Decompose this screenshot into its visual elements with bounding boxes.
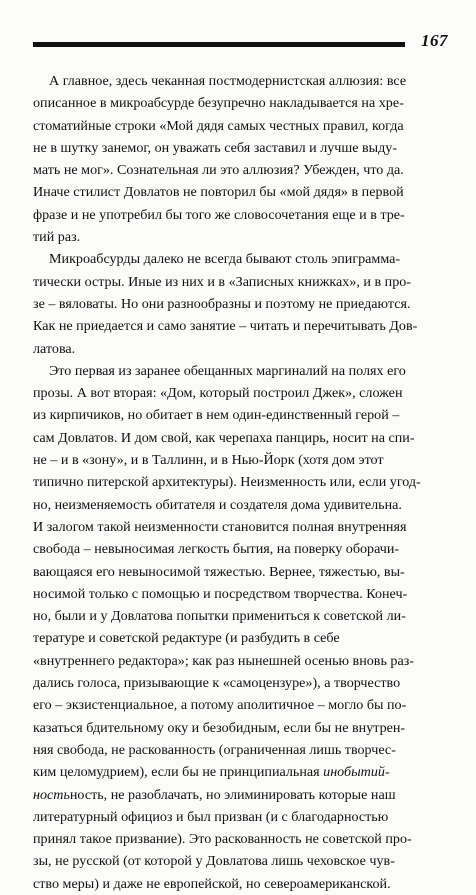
text-line: прозы. А вот вторая: «Дом, который построил Джек», сложен <box>33 385 403 402</box>
text-line: свобода – невыносимая легкость бытия, на поверку оборачи- <box>33 541 400 558</box>
text-line: не – и в «зону», и в Таллинн, и в Нью-Йорк (хотя дом этот <box>33 452 384 469</box>
text-line: описанное в микроабсурде безупречно накладывается на хре- <box>33 95 404 112</box>
text-line: тически остры. Иные из них и в «Записных книжках», и в про- <box>33 273 411 290</box>
text-line: сам Довлатов. И дом свой, как черепаха панцирь, носит на спи- <box>33 429 415 446</box>
paragraph-3 <box>33 360 448 895</box>
text-line-start: ким целомудрием), если бы не принципиальная <box>33 764 324 781</box>
text-line: Иначе стилист Довлатов не повторил бы «мой дядя» в первой <box>33 184 404 201</box>
text-line: но, были и у Довлатова попытки примениться к советской ли- <box>33 608 406 625</box>
text-line: Микроабсурды далеко не всегда бывают столь эпиграмма- <box>49 251 401 268</box>
text-line: дались голоса, призывающие к «самоцензуре»), а творчество <box>33 675 401 692</box>
page-number: 167 <box>421 31 448 50</box>
text-line: А главное, здесь чеканная постмодернистская аллюзия: все <box>49 73 407 89</box>
text-line: няя свобода, не раскованность (ограниченная лишь творчес- <box>33 741 396 758</box>
text-line: латова. <box>33 340 76 357</box>
text-line: казаться бдительному оку и безобидным, если бы не внутрен- <box>33 719 406 736</box>
italic-word: ность <box>33 786 70 803</box>
text-line: зе – вяловаты. Но они разнообразны и поэтому не приедаются. <box>33 295 411 312</box>
text-line: из кирпичиков, но обитает в нем один-единственный герой – <box>33 407 400 424</box>
text-line: типично питерской архитектуры). Неизменность или, если угод- <box>33 474 421 491</box>
header-rule <box>33 42 405 47</box>
text-line: стоматийные строки «Мой дядя самых честных правил, когда <box>33 117 404 134</box>
text-line: носимой только с помощью и посредством творчества. Конеч- <box>33 585 408 602</box>
text-line: его – экзистенциальное, а потому аполитичное – могло бы по- <box>33 697 407 714</box>
text-body <box>33 70 448 895</box>
text-line: И залогом такой неизменности становится полная внутренняя <box>33 518 407 535</box>
text-line: зы, не русской (от которой у Довлатова лишь чеховское чув- <box>33 853 395 870</box>
text-line-end: ность, не разоблачать, но элиминировать которые наш <box>69 786 396 803</box>
text-line: мать не мог». Сознательная ли это аллюзия? Убежден, что да. <box>33 162 404 179</box>
paragraph-1 <box>33 70 448 248</box>
text-line: Как не приедается и само занятие – читать и перечитывать Дов- <box>33 318 418 335</box>
text-line: Это первая из заранее обещанных маргиналий на полях его <box>49 362 406 379</box>
text-line: литературный официоз и был призван (и с благодарностью <box>33 808 389 825</box>
italic-word: инобытий- <box>323 764 390 781</box>
paragraph-2 <box>33 248 448 359</box>
text-line: ство меры) и даже не европейской, но североамериканской. <box>33 875 391 892</box>
text-line: принял такое призвание). Это раскованность не советской про- <box>33 831 412 848</box>
text-line: вающаяся его невыносимой тяжестью. Вернее, тяжестью, вы- <box>33 563 405 580</box>
text-line <box>33 761 448 783</box>
text-line: не в шутку занемог, он уважать себя заставил и лучше выду- <box>33 139 398 156</box>
text-line: тий раз. <box>33 229 81 246</box>
text-line: но, неизменяемость обитателя и создателя дома удивительна. <box>33 496 402 513</box>
text-line: «внутреннего редактора»; как раз нынешней осенью вновь раз- <box>33 652 414 669</box>
text-line: тературе и советской редактуре (и разбудить в себе <box>33 630 340 647</box>
text-line: фразе и не употребил бы того же словосочетания еще и в тре- <box>33 206 405 223</box>
page-header <box>33 30 448 52</box>
text-line <box>33 784 448 806</box>
